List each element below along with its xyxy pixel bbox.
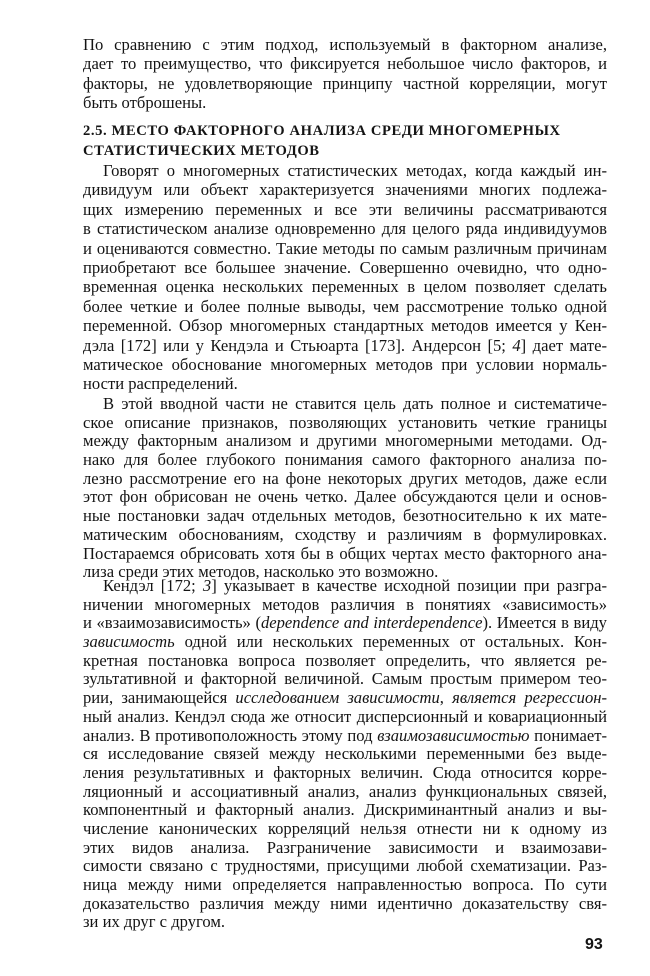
italic-text: исследованием зависимости: [235, 688, 440, 708]
text-line: [83, 432, 607, 451]
text-line: [83, 526, 607, 545]
text-segment: этих видов анализа. Разграничение зависимости и взаимозави-: [83, 837, 607, 857]
text-line: [83, 839, 607, 858]
text-segment: и оцениваются совместно. Такие методы по самым различным причинам: [83, 238, 607, 258]
text-line: [83, 374, 607, 393]
text-segment: щих измерению переменных и все эти величины рассматриваются: [83, 199, 607, 219]
text-segment: матическим обоснованиям, сходству и различиям в формулировках.: [83, 524, 607, 544]
italic-text: является регрессион-: [452, 688, 608, 708]
text-line: [83, 670, 607, 689]
text-line: [83, 54, 607, 73]
text-segment: приобретают все большее значение. Совершенно очевидно, что одно-: [83, 257, 607, 277]
text-segment: этот фон обрисован не очень четко. Далее обсуждаются цели и основ-: [83, 487, 607, 507]
text-segment: ся исследование связей между несколькими переменными без выде-: [83, 744, 607, 764]
text-segment: ). Имеется в виду: [482, 613, 607, 633]
text-line: [83, 141, 607, 161]
text-line: [83, 200, 607, 219]
text-segment: понимает-: [529, 725, 608, 745]
text-line: [83, 545, 607, 564]
text-line: [83, 414, 607, 433]
text-segment: ные постановки задач отдельных методов, безотносительно к их мате-: [83, 506, 607, 526]
text-line: [83, 764, 607, 783]
text-line: [83, 239, 607, 258]
text-segment: ница между ними определяется направленностью вопроса. По сути: [83, 875, 607, 894]
text-segment: ления результативных и факторных величин. Сюда относится корре-: [83, 762, 607, 782]
page-number: 93: [585, 936, 603, 953]
italic-text: зависимость: [83, 632, 175, 652]
text-line: [83, 180, 607, 199]
text-segment: ] дает мате-: [520, 335, 607, 355]
text-line: [83, 355, 607, 374]
paragraph: [83, 577, 607, 932]
text-line: [83, 488, 607, 507]
text-segment: рии, занимающейся: [83, 688, 236, 708]
text-line: [83, 395, 607, 414]
text-line: [83, 470, 607, 489]
text-segment: дает то преимущество, что фиксируется небольшое число факторов, и: [83, 54, 607, 74]
text-line: [83, 507, 607, 526]
text-segment: Кендэл [172;: [103, 576, 203, 595]
text-segment: матическое обоснование многомерных методов при условии нормаль-: [83, 354, 607, 374]
italic-text: 4: [512, 335, 521, 355]
paragraph: [83, 35, 607, 113]
text-segment: симости связано с трудностями, присущими любой схематизации. Раз-: [83, 856, 607, 876]
text-segment: По сравнению с этим подход, используемый в факторном анализе,: [83, 35, 607, 54]
text-segment: лезно рассмотрение его на фоне некоторых других методов, даже если: [83, 468, 607, 488]
paragraph: [83, 395, 607, 582]
text-line: [83, 577, 607, 596]
text-line: [83, 857, 607, 876]
text-line: [83, 652, 607, 671]
text-line: [83, 277, 607, 296]
text-segment: Говорят о многомерных статистических методах, когда каждый ин-: [103, 161, 607, 180]
text-line: [83, 35, 607, 54]
text-segment: ское описание признаков, позволяющих установить четкие границы: [83, 412, 607, 432]
text-line: [83, 161, 607, 180]
text-line: [83, 316, 607, 335]
text-segment: компонентный и факторный анализ. Дискриминантный анализ и вы-: [83, 800, 607, 820]
text-segment: Постараемся обрисовать хотя бы в общих чертах место факторного ана-: [83, 543, 607, 563]
text-segment: нако для более глубокого понимания самого факторного анализа по-: [83, 450, 607, 470]
text-segment: доказательство различия между ними идентично доказательству свя-: [83, 893, 607, 913]
text-segment: зи их друг с другом.: [83, 912, 226, 932]
text-segment: В этой вводной части не ставится цель дать полное и систематиче-: [103, 394, 607, 413]
text-line: [83, 297, 607, 316]
text-segment: ляционный и ассоциативный анализ, анализ функциональных связей,: [83, 781, 607, 801]
text-line: [83, 614, 607, 633]
text-line: [83, 876, 607, 895]
text-segment: 2.5. МЕСТО ФАКТОРНОГО АНАЛИЗА СРЕДИ МНОГОМЕРНЫХ: [83, 123, 561, 139]
text-line: [83, 258, 607, 277]
text-segment: в статистическом анализе одновременно для целого ряда индивидуумов: [83, 219, 607, 239]
text-line: [83, 336, 607, 355]
text-segment: зультативной и факторной величиной. Самым простым примером тео-: [83, 669, 607, 689]
text-segment: между факторным анализом и другими многомерными методами. Од-: [83, 431, 607, 451]
text-segment: дэла [172] или у Кендэла и Стьюарта [173]. Андерсон [5;: [83, 335, 513, 355]
text-line: [83, 783, 607, 802]
text-line: [83, 633, 607, 652]
text-segment: ,: [439, 688, 453, 708]
text-line: [83, 93, 607, 112]
text-segment: факторы, не удовлетворяющие принципу частной корреляции, могут: [83, 73, 607, 93]
text-segment: переменной. Обзор многомерных стандартных методов имеется у Кен-: [83, 316, 607, 336]
text-line: [83, 121, 607, 141]
italic-text: 3: [202, 576, 212, 595]
text-segment: дивидуум или объект характеризуется значениями многих подлежа-: [83, 180, 607, 200]
text-segment: ный анализ. Кендэл сюда же относит дисперсионный и ковариационный: [83, 706, 607, 726]
italic-text: взаимозависимостью: [377, 725, 530, 745]
text-segment: и «взаимозависимость» (: [83, 613, 261, 633]
text-segment: ности распределений.: [83, 374, 238, 394]
text-line: [83, 689, 607, 708]
text-line: [83, 801, 607, 820]
section-heading: [83, 121, 607, 161]
text-line: [83, 745, 607, 764]
text-line: [83, 727, 607, 746]
text-segment: лиза среди этих методов, насколько это возможно.: [83, 562, 439, 582]
text-segment: числение канонических корреляций нельзя отнести ни к одному из: [83, 818, 607, 838]
text-segment: кретная постановка вопроса позволяет определить, что является ре-: [83, 650, 607, 670]
text-segment: одной или нескольких переменных от остальных. Кон-: [174, 632, 607, 652]
text-segment: СТАТИСТИЧЕСКИХ МЕТОДОВ: [83, 143, 320, 159]
text-line: [83, 895, 607, 914]
text-segment: анализ. В противоположность этому под: [83, 725, 378, 745]
italic-text: dependence and interdependence: [260, 613, 483, 633]
text-line: [83, 708, 607, 727]
text-segment: более четкие и более полные выводы, чем рассмотрение только одной: [83, 296, 607, 316]
text-line: [83, 913, 607, 932]
text-line: [83, 451, 607, 470]
paragraph: [83, 161, 607, 394]
text-segment: ] указывает в качестве исходной позиции при разгра-: [211, 576, 607, 595]
text-line: [83, 596, 607, 615]
text-line: [83, 74, 607, 93]
text-segment: ничении многомерных методов различия в понятиях «зависимость»: [83, 594, 607, 614]
text-line: [83, 820, 607, 839]
text-line: [83, 219, 607, 238]
text-segment: временная оценка нескольких переменных в целом позволяет сделать: [83, 277, 607, 297]
text-segment: быть отброшены.: [83, 93, 207, 113]
